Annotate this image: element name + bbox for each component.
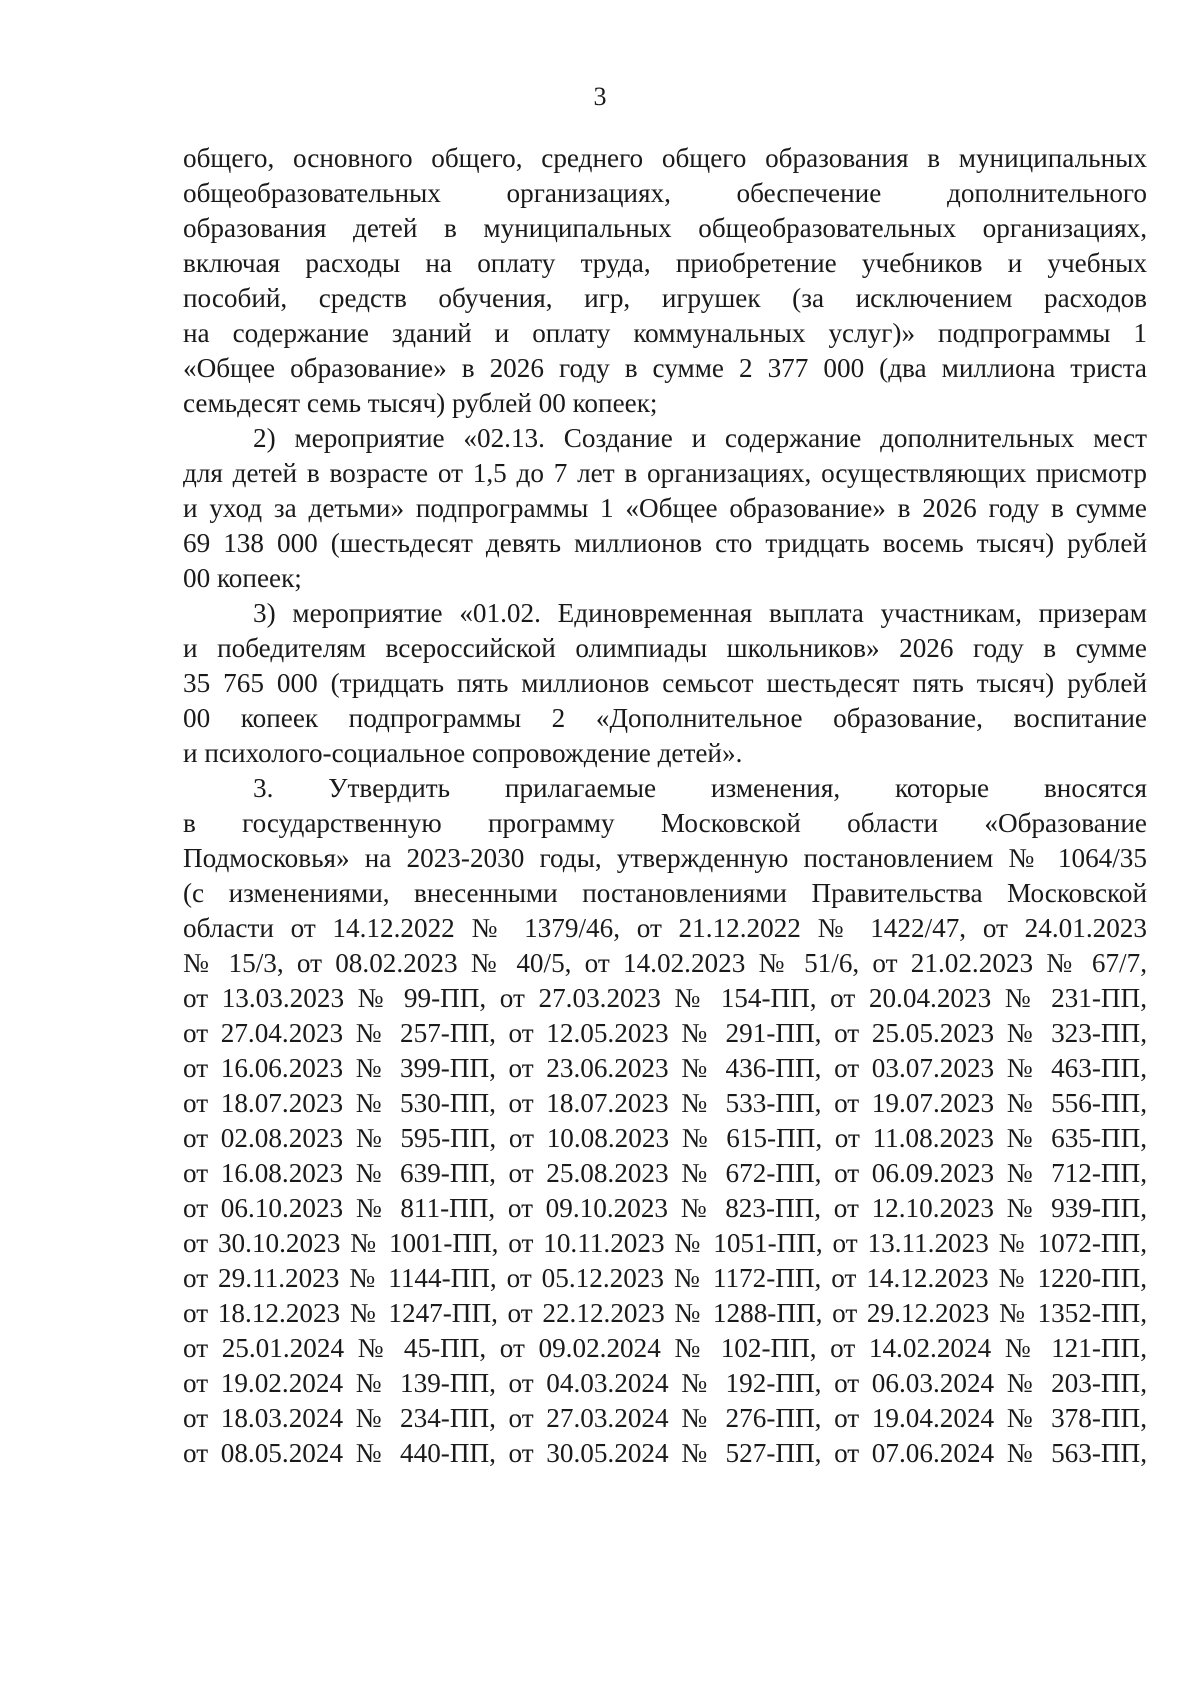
text-line: на содержание зданий и оплату коммунальных услуг)» подпрограммы 1 xyxy=(183,318,1147,348)
text-line: от 16.08.2023 № 639-ПП, от 25.08.2023 № 672-ПП, от 06.09.2023 № 712-ПП, xyxy=(183,1158,1147,1188)
text-line: (с изменениями, внесенными постановлениями Правительства Московской xyxy=(183,878,1147,908)
text-line: общего, основного общего, среднего общего образования в муниципальных xyxy=(183,143,1147,173)
text-line: № 15/3, от 08.02.2023 № 40/5, от 14.02.2023 № 51/6, от 21.02.2023 № 67/7, xyxy=(183,948,1147,978)
text-line: 3) мероприятие «01.02. Единовременная выплата участникам, призерам xyxy=(253,598,1147,628)
text-line: от 29.11.2023 № 1144-ПП, от 05.12.2023 № 1172-ПП, от 14.12.2023 № 1220-ПП, xyxy=(183,1263,1147,1293)
text-line: от 06.10.2023 № 811-ПП, от 09.10.2023 № 823-ПП, от 12.10.2023 № 939-ПП, xyxy=(183,1193,1147,1223)
text-line: для детей в возрасте от 1,5 до 7 лет в организациях, осуществляющих присмотр xyxy=(183,458,1147,488)
text-line: 35 765 000 (тридцать пять миллионов семьсот шестьдесят пять тысяч) рублей xyxy=(183,668,1147,698)
page-number: 3 xyxy=(593,82,607,111)
text-line: от 18.12.2023 № 1247-ПП, от 22.12.2023 № 1288-ПП, от 29.12.2023 № 1352-ПП, xyxy=(183,1298,1147,1328)
text-line: от 16.06.2023 № 399-ПП, от 23.06.2023 № 436-ПП, от 03.07.2023 № 463-ПП, xyxy=(183,1053,1147,1083)
text-line: от 08.05.2024 № 440-ПП, от 30.05.2024 № 527-ПП, от 07.06.2024 № 563-ПП, xyxy=(183,1438,1147,1468)
text-line: от 13.03.2023 № 99-ПП, от 27.03.2023 № 154-ПП, от 20.04.2023 № 231-ПП, xyxy=(183,983,1147,1013)
text-line: семьдесят семь тысяч) рублей 00 копеек; xyxy=(183,388,658,418)
text-line: 3. Утвердить прилагаемые изменения, которые вносятся xyxy=(253,773,1147,803)
text-line: включая расходы на оплату труда, приобретение учебников и учебных xyxy=(183,248,1147,278)
text-line: образования детей в муниципальных общеобразовательных организациях, xyxy=(183,213,1147,243)
text-line: общеобразовательных организациях, обеспечение дополнительного xyxy=(183,178,1147,208)
text-line: Подмосковья» на 2023-2030 годы, утвержденную постановлением № 1064/35 xyxy=(183,843,1147,873)
text-line: в государственную программу Московской области «Образование xyxy=(183,808,1147,838)
text-line: области от 14.12.2022 № 1379/46, от 21.12.2022 № 1422/47, от 24.01.2023 xyxy=(183,913,1147,943)
text-line: 00 копеек подпрограммы 2 «Дополнительное образование, воспитание xyxy=(183,703,1147,733)
text-line: 00 копеек; xyxy=(183,563,302,593)
text-line: от 18.07.2023 № 530-ПП, от 18.07.2023 № 533-ПП, от 19.07.2023 № 556-ПП, xyxy=(183,1088,1147,1118)
text-line: от 18.03.2024 № 234-ПП, от 27.03.2024 № 276-ПП, от 19.04.2024 № 378-ПП, xyxy=(183,1403,1147,1433)
text-line: 2) мероприятие «02.13. Создание и содержание дополнительных мест xyxy=(253,423,1147,453)
text-line: «Общее образование» в 2026 году в сумме 2 377 000 (два миллиона триста xyxy=(183,353,1147,383)
text-line: и уход за детьми» подпрограммы 1 «Общее образование» в 2026 году в сумме xyxy=(183,493,1147,523)
text-line: от 27.04.2023 № 257-ПП, от 12.05.2023 № 291-ПП, от 25.05.2023 № 323-ПП, xyxy=(183,1018,1147,1048)
text-line: и победителям всероссийской олимпиады школьников» 2026 году в сумме xyxy=(183,633,1147,663)
text-line: от 19.02.2024 № 139-ПП, от 04.03.2024 № 192-ПП, от 06.03.2024 № 203-ПП, xyxy=(183,1368,1147,1398)
text-line: пособий, средств обучения, игр, игрушек (за исключением расходов xyxy=(183,283,1147,313)
text-line: от 30.10.2023 № 1001-ПП, от 10.11.2023 № 1051-ПП, от 13.11.2023 № 1072-ПП, xyxy=(183,1228,1147,1258)
text-line: и психолого-социальное сопровождение детей». xyxy=(183,738,743,768)
text-line: от 25.01.2024 № 45-ПП, от 09.02.2024 № 102-ПП, от 14.02.2024 № 121-ПП, xyxy=(183,1333,1147,1363)
text-line: 69 138 000 (шестьдесят девять миллионов сто тридцать восемь тысяч) рублей xyxy=(183,528,1147,558)
text-line: от 02.08.2023 № 595-ПП, от 10.08.2023 № 615-ПП, от 11.08.2023 № 635-ПП, xyxy=(183,1123,1147,1153)
